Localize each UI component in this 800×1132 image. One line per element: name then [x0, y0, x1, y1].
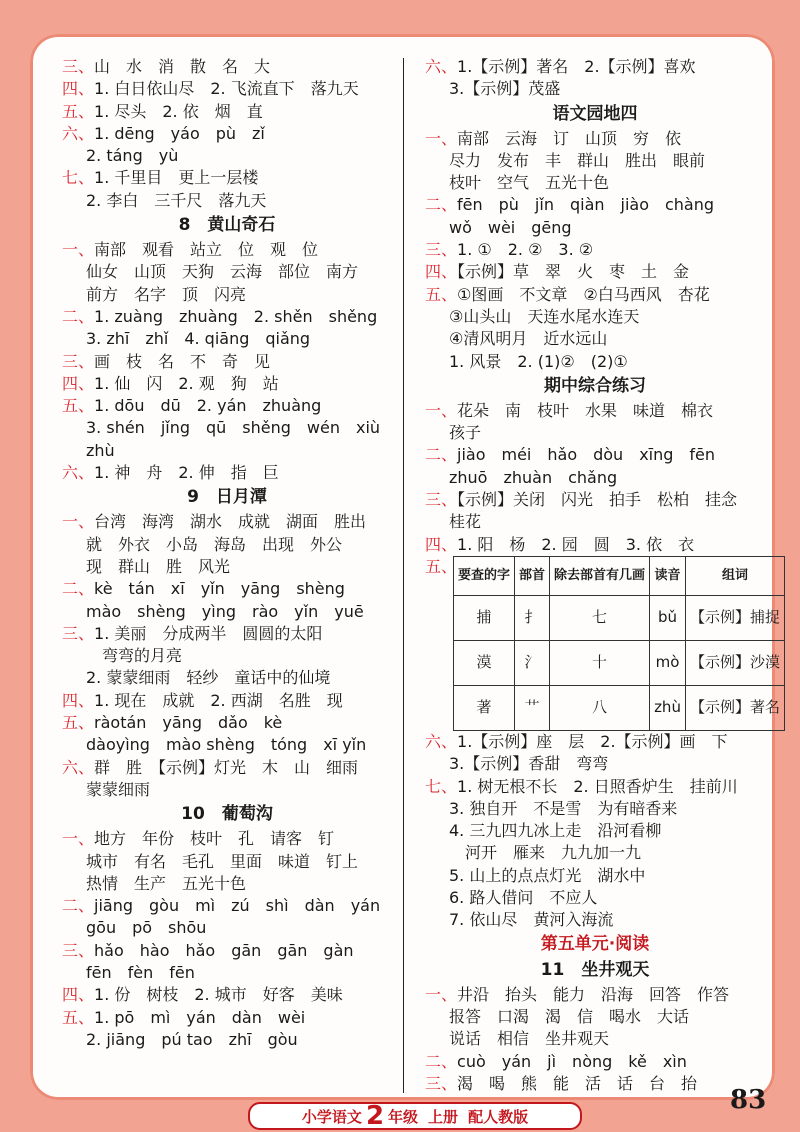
answer-text: 1. 尽头 2. 依 烟 直: [94, 101, 263, 121]
table-cell: 艹: [515, 685, 550, 730]
answer-text: 3.【示例】茂盛: [449, 79, 561, 99]
answer-line: [62, 373, 392, 395]
answer-line: [62, 239, 392, 261]
answer-line: [425, 400, 765, 422]
table-cell: 扌: [515, 595, 550, 640]
answer-line: [62, 417, 392, 439]
answer-text: mào shèng yìng rào yǐn yuē: [86, 601, 364, 621]
answer-text: 6. 路人借问 不应人: [449, 888, 598, 908]
answer-line: [425, 78, 765, 100]
answer-text: 南部 观看 站立 位 观 位: [94, 240, 319, 260]
answer-line: [62, 601, 392, 623]
answer-text: 3. shén jǐng qū shěng wén xiù: [86, 418, 381, 438]
lookup-table: [453, 556, 785, 731]
answer-text: 1. 白日依山尽 2. 飞流直下 落九天: [94, 79, 359, 99]
answer-text: jiào méi hǎo dòu xīng fēn: [457, 445, 716, 465]
answer-line: [62, 623, 392, 645]
answer-text: 2. 蒙蒙细雨 轻纱 童话中的仙境: [86, 668, 331, 688]
answer-text: wǒ wèi gēng: [449, 217, 572, 237]
question-marker: 五、: [425, 284, 458, 304]
answer-text: 就 外衣 小岛 海岛 出现 外公: [86, 534, 343, 554]
table-cell: zhù: [650, 685, 686, 730]
answer-line: [62, 712, 392, 734]
answer-line: [62, 734, 392, 756]
question-marker: 三、: [62, 351, 95, 371]
answer-text: 热情 生产 五光十色: [86, 873, 247, 893]
answer-line: [62, 351, 392, 373]
answer-text: 1. ① 2. ② 3. ②: [457, 240, 594, 260]
table-wrapper: [453, 556, 785, 731]
answer-text: 3.【示例】香甜 弯弯: [449, 754, 609, 774]
answer-text: 仙女 山顶 天狗 云海 部位 南方: [86, 262, 359, 282]
answer-line: [425, 194, 765, 216]
answer-line: [62, 511, 392, 533]
question-marker: 一、: [425, 984, 458, 1004]
footer-edition: 配人教版: [468, 1107, 529, 1126]
question-marker: 四、: [62, 79, 95, 99]
answer-text: 1. 阳 杨 2. 园 圆 3. 依 衣: [457, 534, 695, 554]
answer-text: 5. 山上的点点灯光 湖水中: [449, 865, 646, 885]
answer-text: 尽力 发布 丰 群山 胜出 眼前: [449, 150, 706, 170]
table-cell: 八: [550, 685, 650, 730]
answer-text: 1. 风景 2. (1)② (2)①: [449, 351, 628, 371]
question-marker: 四、: [62, 373, 95, 393]
section-heading: 9 日月潭: [187, 487, 267, 508]
answer-text: 【示例】草 翠 火 枣 土 金: [457, 262, 690, 282]
question-marker: 一、: [425, 400, 458, 420]
answer-text: 1. 千里目 更上一层楼: [94, 168, 259, 188]
column-divider: [403, 58, 404, 1093]
answer-line: [62, 895, 392, 917]
answer-line: [62, 56, 392, 78]
question-marker: 二、: [62, 579, 95, 599]
question-marker: 三、: [425, 490, 458, 510]
table-cell: 【示例】沙漠: [685, 640, 784, 685]
question-marker: 三、: [62, 940, 95, 960]
answer-line: [425, 217, 765, 239]
answer-line: [62, 190, 392, 212]
answer-line: [425, 444, 765, 466]
answer-text: 弯弯的月亮: [102, 646, 183, 666]
table-header-cell: 除去部首有几画: [550, 556, 650, 595]
answer-line: [62, 962, 392, 984]
answer-line: [62, 667, 392, 689]
answer-text: zhù: [86, 440, 115, 460]
answer-text: 渴 喝 熊 能 活 话 台 抬: [457, 1073, 698, 1093]
answer-line: [62, 851, 392, 873]
table-cell: 漠: [454, 640, 515, 685]
answer-text: 城市 有名 毛孔 里面 味道 钉上: [86, 851, 359, 871]
answer-text: zhuō zhuàn chǎng: [449, 467, 618, 487]
answer-text: 2. 李白 三千尺 落九天: [86, 190, 267, 210]
answer-text: 现 群山 胜 风光: [86, 556, 231, 576]
answer-text: 井沿 抬头 能力 沿海 回答 作答: [457, 984, 730, 1004]
table-cell: mò: [650, 640, 686, 685]
answer-line: [425, 753, 765, 775]
answer-line: [62, 917, 392, 939]
table-cell: 十: [550, 640, 650, 685]
page-number: 83: [730, 1085, 767, 1115]
answer-text: 1. dōu dū 2. yán zhuàng: [94, 396, 322, 416]
question-marker: 二、: [62, 896, 95, 916]
answer-text: 1. zuàng zhuàng 2. shěn shěng: [94, 306, 378, 326]
answer-text: kè tán xī yǐn yāng shèng: [94, 579, 345, 599]
answer-text: ①图画 不文章 ②白马西风 杏花: [457, 284, 710, 304]
answer-line: [425, 865, 765, 887]
answer-line: [425, 1028, 765, 1050]
answer-text: cuò yán jì nòng kě xìn: [457, 1051, 687, 1071]
answer-line: [425, 328, 765, 350]
answer-line: [62, 306, 392, 328]
answer-text: 3. 独自开 不是雪 为有暗香来: [449, 798, 678, 818]
answer-line: [62, 757, 392, 779]
answer-text: 1. 神 舟 2. 伸 指 巨: [94, 463, 279, 483]
section-heading: 期中综合练习: [544, 375, 646, 396]
answer-line: [62, 1029, 392, 1051]
answer-line: [62, 167, 392, 189]
answer-line: [62, 940, 392, 962]
question-marker: 二、: [425, 445, 458, 465]
answer-line: [62, 690, 392, 712]
answer-line: [425, 776, 765, 798]
answer-text: 报答 口渴 渴 信 喝水 大话: [449, 1006, 690, 1026]
answer-line: [62, 462, 392, 484]
answer-text: fēn fèn fēn: [86, 962, 195, 982]
answer-text: 蒙蒙细雨: [86, 779, 151, 799]
question-marker: 四、: [62, 690, 95, 710]
answer-text: 花朵 南 枝叶 水果 味道 棉衣: [457, 400, 714, 420]
answer-line: [425, 422, 765, 444]
question-marker: 二、: [425, 195, 458, 215]
answer-text: 1. 美丽 分成两半 圆圆的太阳: [94, 623, 323, 643]
answer-line: [425, 284, 765, 306]
answer-text: gōu pō shōu: [86, 918, 207, 938]
table-cell: 七: [550, 595, 650, 640]
answer-text: 1. 仙 闪 2. 观 狗 站: [94, 373, 279, 393]
answer-text: jiāng gòu mì zú shì dàn yán: [94, 896, 381, 916]
answer-text: 3. zhī zhǐ 4. qiāng qiǎng: [86, 329, 311, 349]
answer-text: 地方 年份 枝叶 孔 请客 钉: [94, 829, 335, 849]
answer-text: 1.【示例】座 层 2.【示例】画 下: [457, 731, 728, 751]
answer-text: 画 枝 名 不 奇 见: [94, 351, 271, 371]
table-header-cell: 要查的字: [454, 556, 515, 595]
section-heading: 8 黄山奇石: [178, 215, 276, 236]
answer-line: [425, 351, 765, 373]
answer-line: [425, 984, 765, 1006]
answer-line: [425, 887, 765, 909]
answer-line: [425, 150, 765, 172]
question-marker: 五、: [62, 713, 95, 733]
answer-text: 7. 依山尽 黄河入海流: [449, 910, 614, 930]
question-marker: 四、: [425, 534, 458, 554]
footer-term: 上册: [428, 1107, 459, 1126]
table-row: [454, 640, 785, 685]
answer-text: 2. táng yù: [86, 146, 179, 166]
answer-line: [425, 56, 765, 78]
answer-line: [62, 1007, 392, 1029]
answer-line: [425, 261, 765, 283]
answer-text: 【示例】关闭 闪光 拍手 松柏 挂念: [457, 490, 738, 510]
answer-text: 说话 相信 坐井观天: [449, 1029, 610, 1049]
answer-line: [62, 828, 392, 850]
answer-line: [425, 820, 765, 842]
table-cell: 氵: [515, 640, 550, 685]
answer-line: [425, 511, 765, 533]
answer-line: [425, 489, 765, 511]
answer-line: [425, 909, 765, 931]
question-marker: 五、: [62, 101, 95, 121]
answer-line: [62, 145, 392, 167]
answer-text: 孩子: [449, 423, 482, 443]
left-column: [62, 56, 392, 1051]
question-marker: 六、: [425, 57, 458, 76]
answer-text: ràotán yāng dǎo kè: [94, 713, 283, 733]
answer-text: ④清风明月 近水远山: [449, 329, 608, 349]
table-row: [454, 685, 785, 730]
question-marker: 六、: [62, 757, 95, 777]
answer-text: fēn pù jǐn qiàn jiào chàng: [457, 195, 715, 215]
question-marker: 一、: [62, 512, 95, 532]
question-marker: 三、: [425, 1073, 458, 1093]
section-heading: 10 葡萄沟: [181, 804, 273, 825]
answer-line: [62, 779, 392, 801]
footer-grade-word: 年级: [388, 1107, 419, 1126]
answer-line: [62, 873, 392, 895]
answer-text: 前方 名字 顶 闪亮: [86, 284, 247, 304]
answer-text: 1.【示例】著名 2.【示例】喜欢: [457, 57, 696, 76]
answer-text: 山 水 消 散 名 大: [94, 57, 271, 76]
answer-line: [425, 798, 765, 820]
answer-line: [62, 101, 392, 123]
answer-text: 群 胜 【示例】灯光 木 山 细雨: [94, 757, 359, 777]
question-marker: 二、: [62, 306, 95, 326]
question-marker: 六、: [425, 731, 458, 751]
question-marker: 三、: [425, 240, 458, 260]
question-marker: 五、: [425, 556, 458, 576]
table-row: [454, 595, 785, 640]
answer-line: [62, 123, 392, 145]
table-cell: 【示例】捕捉: [685, 595, 784, 640]
footer-subject: 小学语文: [301, 1107, 362, 1126]
answer-text: 1. pō mì yán dàn wèi: [94, 1007, 306, 1027]
answer-text: 河开 雁来 九九加一九: [465, 843, 642, 863]
answer-line: [62, 578, 392, 600]
question-marker: 七、: [62, 168, 95, 188]
table-header-row: [454, 556, 785, 595]
answer-line: [425, 128, 765, 150]
right-column: [425, 56, 780, 1095]
question-marker: 七、: [425, 776, 458, 796]
answer-line: [425, 1073, 765, 1095]
section-heading: 语文园地四: [552, 103, 638, 124]
answer-text: 枝叶 空气 五光十色: [449, 173, 610, 193]
answer-line: [425, 306, 765, 328]
answer-line: [425, 172, 765, 194]
answer-line: [62, 645, 392, 667]
table-cell: bǔ: [650, 595, 686, 640]
answer-line: [62, 556, 392, 578]
question-marker: 四、: [425, 262, 458, 282]
footer-banner: [248, 1102, 582, 1130]
answer-line: [62, 284, 392, 306]
answer-line: [425, 556, 780, 731]
answer-text: hǎo hào hǎo gān gān gàn: [94, 940, 354, 960]
question-marker: 六、: [62, 463, 95, 483]
answer-text: 南部 云海 订 山顶 穷 依: [457, 128, 682, 148]
answer-text: 2. jiāng pú tao zhī gòu: [86, 1029, 298, 1049]
unit-heading: 第五单元·阅读: [540, 933, 650, 954]
question-marker: 一、: [62, 240, 95, 260]
table-header-cell: 读音: [650, 556, 686, 595]
answer-text: dàoyìng mào shèng tóng xī yǐn: [86, 735, 367, 755]
answer-text: 1. 现在 成就 2. 西湖 名胜 现: [94, 690, 343, 710]
section-heading: 11 坐井观天: [540, 959, 650, 980]
answer-line: [425, 467, 765, 489]
question-marker: 五、: [62, 396, 95, 416]
answer-line: [62, 984, 392, 1006]
answer-line: [425, 1051, 765, 1073]
question-marker: 四、: [62, 985, 95, 1005]
answer-text: 桂花: [449, 512, 482, 532]
answer-line: [425, 842, 765, 864]
table-cell: 捕: [454, 595, 515, 640]
answer-line: [425, 534, 765, 556]
question-marker: 六、: [62, 123, 95, 143]
answer-line: [425, 1006, 765, 1028]
answer-text: 1. 树无根不长 2. 日照香炉生 挂前川: [457, 776, 738, 796]
question-marker: 二、: [425, 1051, 458, 1071]
footer-grade-number: 2: [365, 1101, 385, 1131]
question-marker: 一、: [425, 128, 458, 148]
table-header-cell: 部首: [515, 556, 550, 595]
answer-line: [425, 239, 765, 261]
answer-text: 1. 份 树枝 2. 城市 好客 美味: [94, 985, 343, 1005]
answer-line: [62, 534, 392, 556]
answer-line: [62, 440, 392, 462]
question-marker: 三、: [62, 57, 95, 76]
question-marker: 一、: [62, 829, 95, 849]
table-cell: 【示例】著名: [685, 685, 784, 730]
answer-text: ③山头山 天连水尾水连天: [449, 306, 640, 326]
answer-line: [62, 78, 392, 100]
answer-text: 4. 三九四九冰上走 沿河看柳: [449, 821, 662, 841]
question-marker: 三、: [62, 623, 95, 643]
table-header-cell: 组词: [685, 556, 784, 595]
answer-text: 台湾 海湾 湖水 成就 湖面 胜出: [94, 512, 367, 532]
answer-line: [62, 261, 392, 283]
question-marker: 五、: [62, 1007, 95, 1027]
answer-line: [425, 731, 765, 753]
answer-text: 1. dēng yáo pù zǐ: [94, 123, 265, 143]
answer-line: [62, 395, 392, 417]
table-cell: 著: [454, 685, 515, 730]
answer-line: [62, 328, 392, 350]
